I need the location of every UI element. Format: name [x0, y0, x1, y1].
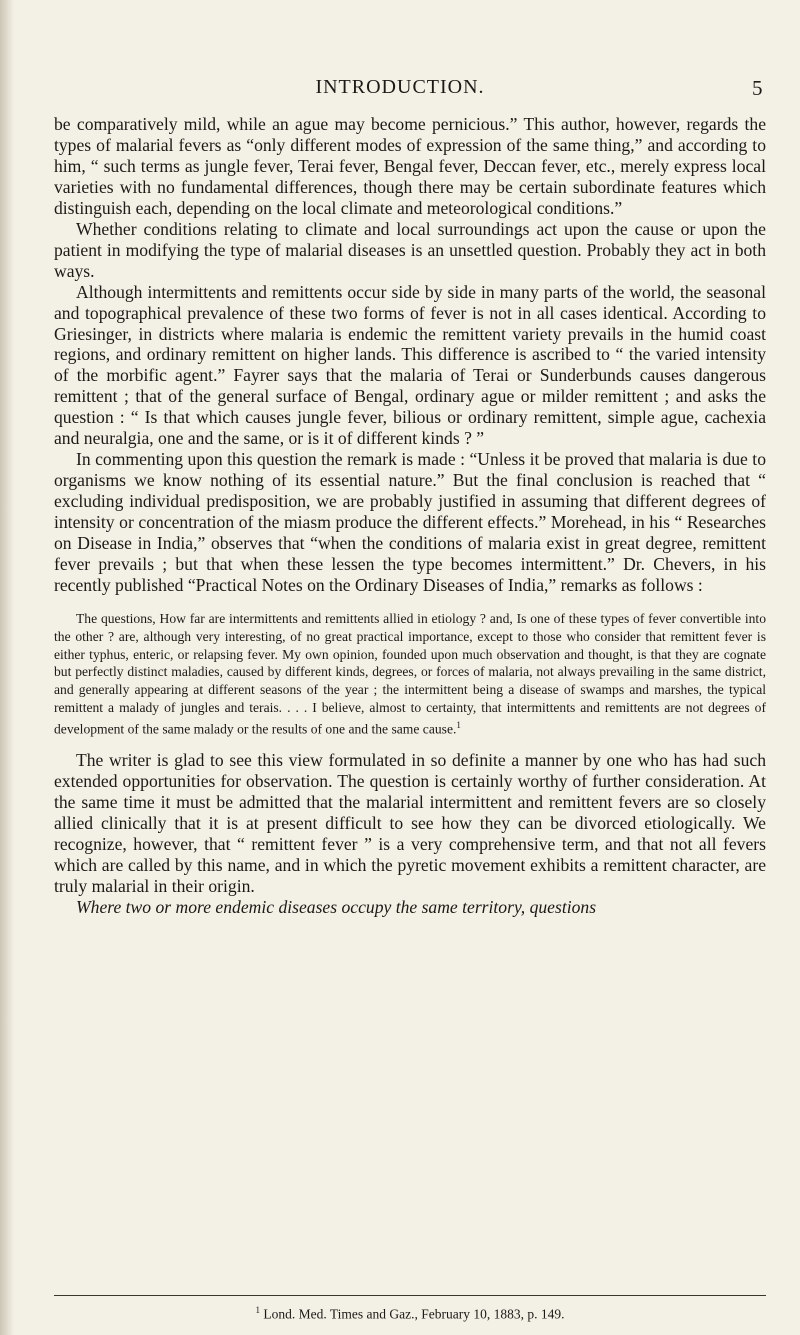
footnote-divider [54, 1295, 766, 1296]
page-header [0, 76, 800, 106]
paragraph: Although intermittents and remittents occur side by side in many parts of the world, the seasonal and topographical prevalence of these two forms of fever is not in all cases identical. According to Griesinger, in districts where malaria is endemic the remittent variety prevails in the humid coast regions, and ordinary remittent on higher lands. This difference is ascribed to “ the varied intensity of the morbific agent.” Fayrer says that the malaria of Terai or Sunderbunds causes dangerous remittent ; that of the general surface of Bengal, ordinary ague or milder remittent ; and asks the question : “ Is that which causes jungle fever, bilious or ordinary remittent, simple ague, cachexia and neuralgia, one and the same, or is it of different kinds ? ” [54, 281, 766, 449]
running-head: INTRODUCTION. [315, 76, 485, 98]
page-number: 5 [752, 76, 763, 100]
block-quote-text: The questions, How far are intermittents and remittents allied in etiology ? and, Is one of these types of fever convertible into the other ? are, although very interesting, of no great practical importance, except to those who consider that remittent fever is either typhus, enteric, or relapsing fever. My own opinion, founded upon much observation and thought, is that they are cognate but perfectly distinct maladies, caused by different kinds, degrees, or forces of malaria, not always prevailing in the same district, and generally appearing at different seasons of the year ; the intermittent being a disease of swamps and marshes, the typical remittent a malady of jungles and terais. . . . I believe, almost to certainty, that intermittents and remittents are not degrees of development of the same malady or the results of one and the same cause. [54, 610, 766, 737]
paragraph: Whether conditions relating to climate and local surroundings act upon the cause or upon the patient in modifying the type of malarial diseases is an unsettled question. Probably they act in both ways. [54, 218, 766, 281]
body-text [54, 114, 766, 918]
footnote-reference: 1 [456, 719, 461, 730]
footnote [54, 1302, 766, 1323]
italic-paragraph-start: Where two or more endemic diseases occupy the same territory, questions [76, 896, 597, 917]
footnote-text: Lond. Med. Times and Gaz., February 10, 1883, p. 149. [263, 1306, 565, 1322]
page-binding-shadow [0, 0, 14, 1335]
paragraph: In commenting upon this question the remark is made : “Unless it be proved that malaria is due to organisms we know nothing of its essential nature.” But the final conclusion is reached that “ excluding individual predisposition, we are probably justified in assuming that different degrees of intensity or concentration of the miasm produce the different effects.” Morehead, in his “ Researches on Disease in India,” observes that “when the conditions of malaria exist in great degree, remittent fever prevails ; but that when these lessen the type becomes intermittent.” Dr. Chevers, in his recently published “Practical Notes on the Ordinary Diseases of India,” remarks as follows : [54, 449, 766, 595]
footnote-mark: 1 [255, 1305, 260, 1315]
block-quote [54, 610, 766, 738]
paragraph: The writer is glad to see this view formulated in so definite a manner by one who has had such extended opportunities for observation. The question is certainly worthy of further consideration. At the same time it must be admitted that the malarial intermittent and remittent fevers are so closely allied clinically that it is at present difficult to see how they can be divorced etiologically. We recognize, however, that “ remittent fever ” is a very comprehensive term, and that not all fevers which are called by this name, and in which the pyretic movement exhibits a remittent character, are truly malarial in their origin. [54, 750, 766, 896]
paragraph: be comparatively mild, while an ague may become pernicious.” This author, however, regards the types of malarial fevers as “only different modes of expression of the same thing,” and according to him, “ such terms as jungle fever, Terai fever, Bengal fever, Deccan fever, etc., merely express local varieties with no fundamental differences, though there may be certain subordinate features which distinguish each, depending on the local climate and meteorological conditions.” [54, 114, 766, 218]
